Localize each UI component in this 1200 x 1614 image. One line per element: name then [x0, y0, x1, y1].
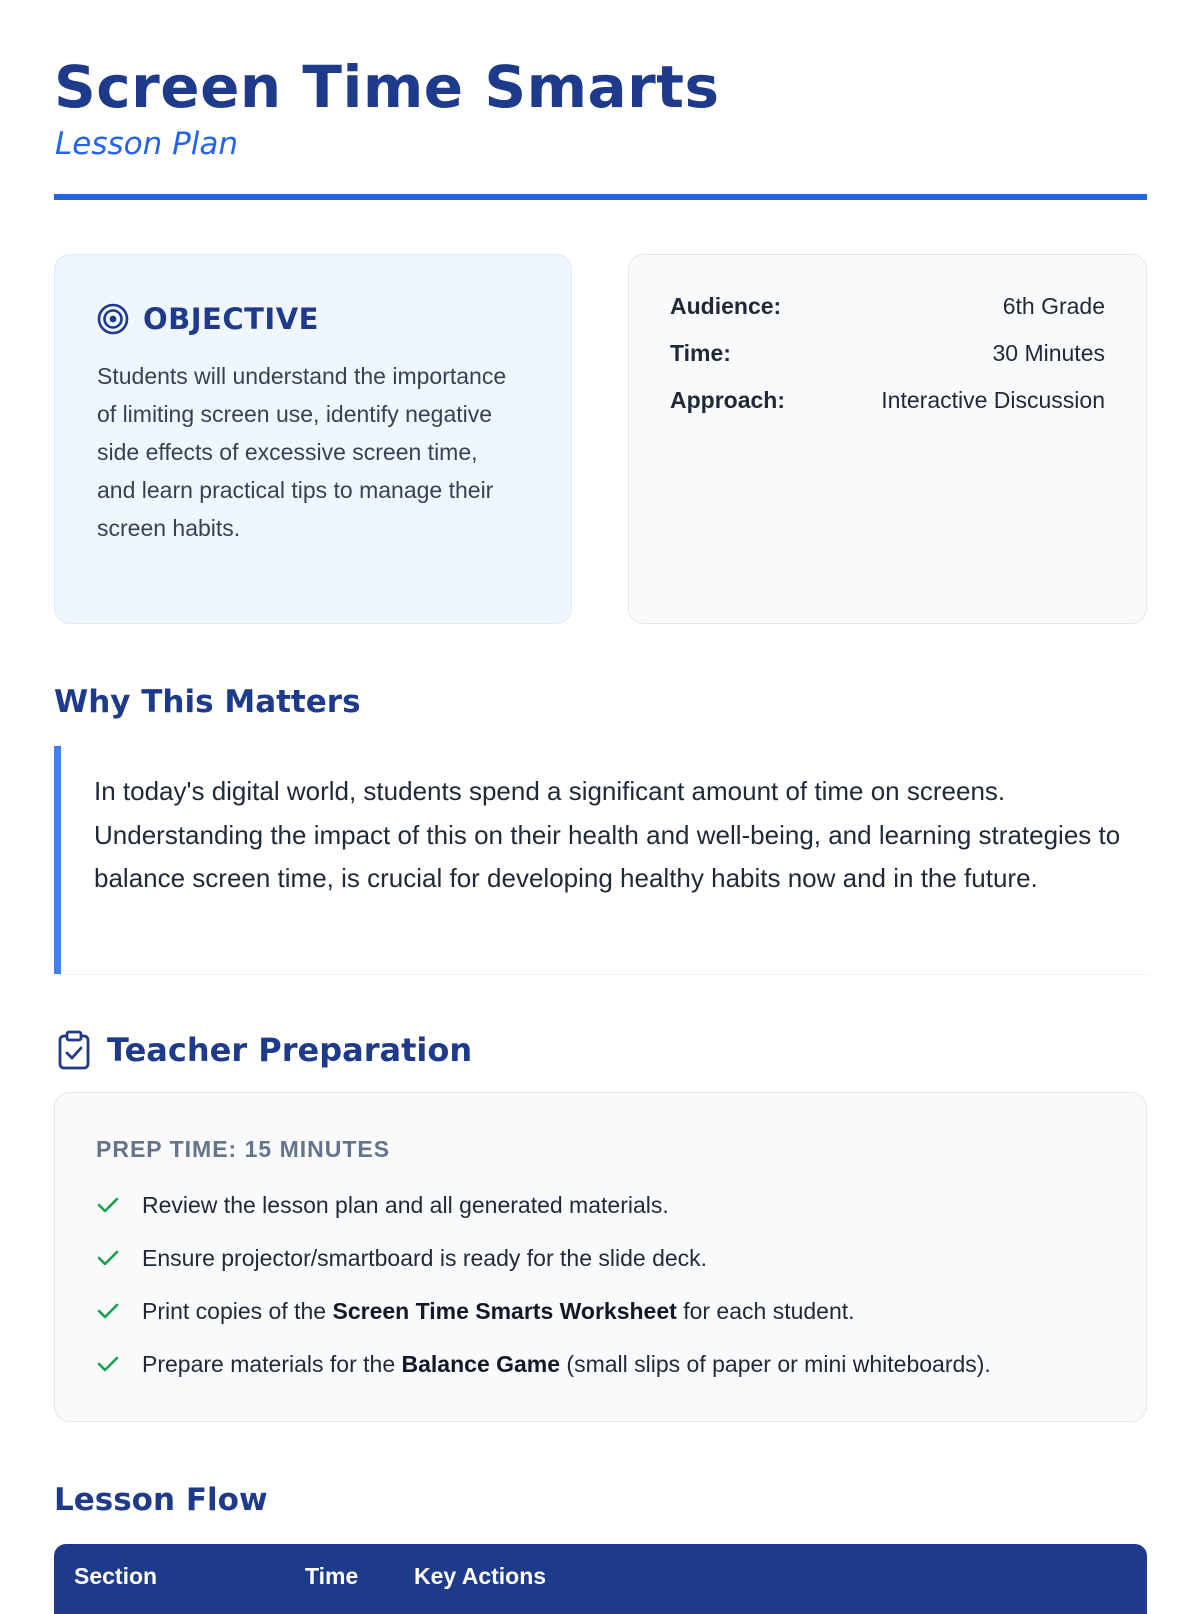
prep-item: [96, 1348, 991, 1380]
lesson-flow-table-header: [54, 1544, 1147, 1614]
info-label: Approach:: [670, 386, 785, 413]
target-icon: [97, 303, 129, 335]
info-row-audience: [670, 291, 1105, 321]
page-title: Screen Time Smarts: [54, 53, 720, 121]
column-header-time: Time: [305, 1563, 359, 1589]
prep-item-text: Prepare materials for the Balance Game (small slips of paper or mini whiteboards).: [142, 1350, 991, 1377]
check-icon: [96, 1352, 120, 1376]
check-icon: [96, 1299, 120, 1323]
prep-item: [96, 1295, 855, 1327]
game-name: Balance Game: [401, 1350, 561, 1377]
prep-time-label: PREP TIME: 15 MINUTES: [96, 1136, 391, 1162]
info-value: Interactive Discussion: [881, 386, 1105, 413]
info-row-time: [670, 338, 1105, 368]
column-header-section: Section: [74, 1563, 158, 1589]
page-subtitle: Lesson Plan: [55, 126, 239, 162]
lesson-info-card: [628, 254, 1147, 624]
prep-card: [54, 1092, 1147, 1422]
prep-heading: Teacher Preparation: [107, 1031, 473, 1069]
lesson-flow-heading: Lesson Flow: [54, 1482, 268, 1518]
prep-item: [96, 1242, 707, 1274]
info-value: 6th Grade: [1002, 292, 1105, 319]
clipboard-check-icon: [56, 1030, 92, 1070]
worksheet-name: Screen Time Smarts Worksheet: [332, 1297, 677, 1324]
why-text: In today's digital world, students spend a significant amount of time on screens. Understanding the impact of this on their health and well-being, and learning strategies to balance screen time, is crucial for developing healthy habits now and in the future.: [94, 776, 1121, 893]
why-heading: Why This Matters: [54, 684, 361, 720]
prep-item-text: Ensure projector/smartboard is ready for the slide deck.: [142, 1244, 708, 1271]
objective-card: [54, 254, 572, 624]
header-divider: [54, 194, 1147, 200]
prep-item-text: Print copies of the Screen Time Smarts Worksheet for each student.: [142, 1297, 855, 1324]
why-callout: [54, 746, 1149, 974]
objective-text: Students will understand the importance of limiting screen use, identify negative side effects of excessive screen time, and learn practical tips to manage their screen habits.: [97, 363, 507, 541]
info-label: Audience:: [670, 292, 782, 319]
check-icon: [96, 1193, 120, 1217]
info-row-approach: [670, 385, 1105, 415]
prep-item-text: Review the lesson plan and all generated materials.: [142, 1191, 669, 1218]
info-value: 30 Minutes: [992, 339, 1105, 366]
check-icon: [96, 1246, 120, 1270]
objective-heading: OBJECTIVE: [143, 302, 319, 336]
objective-header: [97, 299, 319, 339]
column-header-key-actions: Key Actions: [414, 1563, 547, 1589]
info-label: Time:: [670, 339, 731, 366]
prep-header: [56, 1028, 472, 1072]
prep-item: [96, 1189, 669, 1221]
